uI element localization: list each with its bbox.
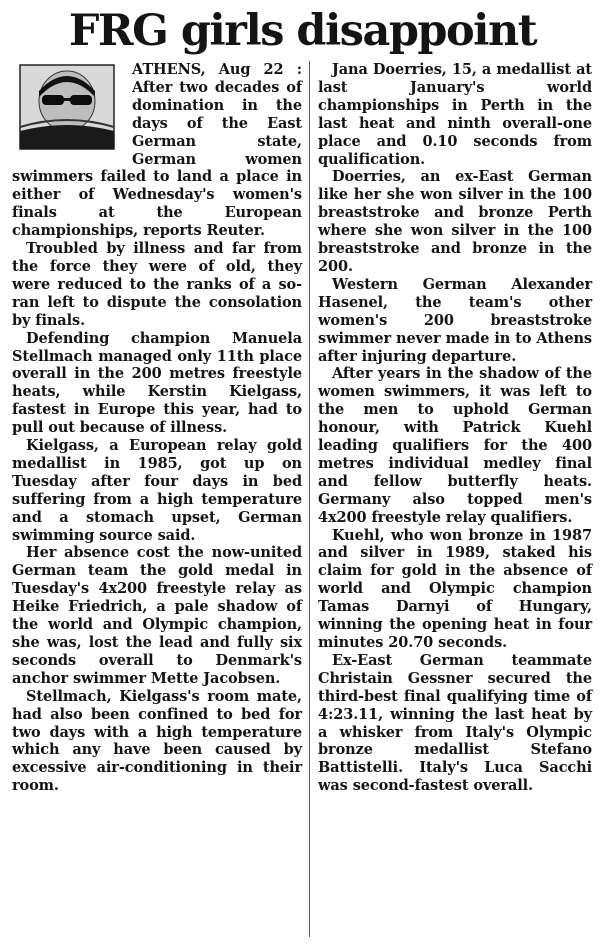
body-paragraph: Doerries, an ex-East German like her she won silver in the 100 breaststroke and bronze Perth where she won silver in the 100 breaststroke and bronze in the 200. [318,168,592,275]
body-paragraph: Western German Alexander Hasenel, the team's other women's 200 breaststroke swimmer never made in to Athens after injuring departure. [318,275,592,365]
column-divider [309,61,310,937]
right-column [318,61,592,795]
body-paragraph: Her absence cost the now-united German team the gold medal in Tuesday's 4x200 freestyle relay as Heike Friedrich, a pale shadow of the world and Olympic champion, she was, lost the lead and fully six seconds overall to Denmark's anchor swimmer Mette Jacobsen. [12,544,302,687]
lead-paragraph [12,61,302,240]
body-paragraph: Kielgass, a European relay gold medallist in 1985, got up on Tuesday after four days in bed suffering from a high temperature and a stomach upset, German swimming source said. [12,437,302,544]
dateline: ATHENS, Aug 22 [132,61,284,78]
body-paragraph: Jana Doerries, 15, a medallist at last January's world championships in Perth in the last heat and ninth overall-one place and 0.10 seconds from qualification. [318,61,592,168]
body-paragraph: Ex-East German teammate Christain Gessner secured the third-best final qualifying time of 4:23.11, winning the last heat by a whisker from Italy's Olympic bronze medallist Stefano Battistelli. Italy's Luca Sacchi was second-fastest overall. [318,651,592,795]
lead-text: : After two decades of domination in the days of the East German state, German women swimmers failed to land a place in either of Wednesday's women's finals at the European championships, reports Reuter. [12,61,303,240]
headline: FRG girls disappoint [68,6,537,56]
body-paragraph: Troubled by illness and far from the force they were of old, they were reduced to the ranks of a so-ran left to dispute the consolation by finals. [12,240,302,329]
article-columns [12,61,593,941]
left-column [12,61,302,795]
swimmer-photo [12,61,122,153]
body-paragraph: After years in the shadow of the women swimmers, it was left to the men to uphold German honour, with Patrick Kuehl leading qualifiers for the 400 metres individual medley final and fellow butterfly heats. Germany also topped men's 4x200 freestyle relay qualifiers. [318,365,592,526]
body-paragraph: Kuehl, who won bronze in 1987 and silver in 1989, staked his claim for gold in the absence of world and Olympic champion Tamas Darnyi of Hungary, winning the opening heat in four minutes 20.70 seconds. [318,526,592,651]
body-paragraph: Stellmach, Kielgass's room mate, had also been confined to bed for two days with a high temperature which any have been caused by excessive air-conditioning in their room. [12,687,302,795]
body-paragraph: Defending champion Manuela Stellmach managed only 11th place overall in the 200 metres freestyle heats, while Kerstin Kielgass, fastest in Europe this year, had to pull out because of illness. [12,329,302,437]
